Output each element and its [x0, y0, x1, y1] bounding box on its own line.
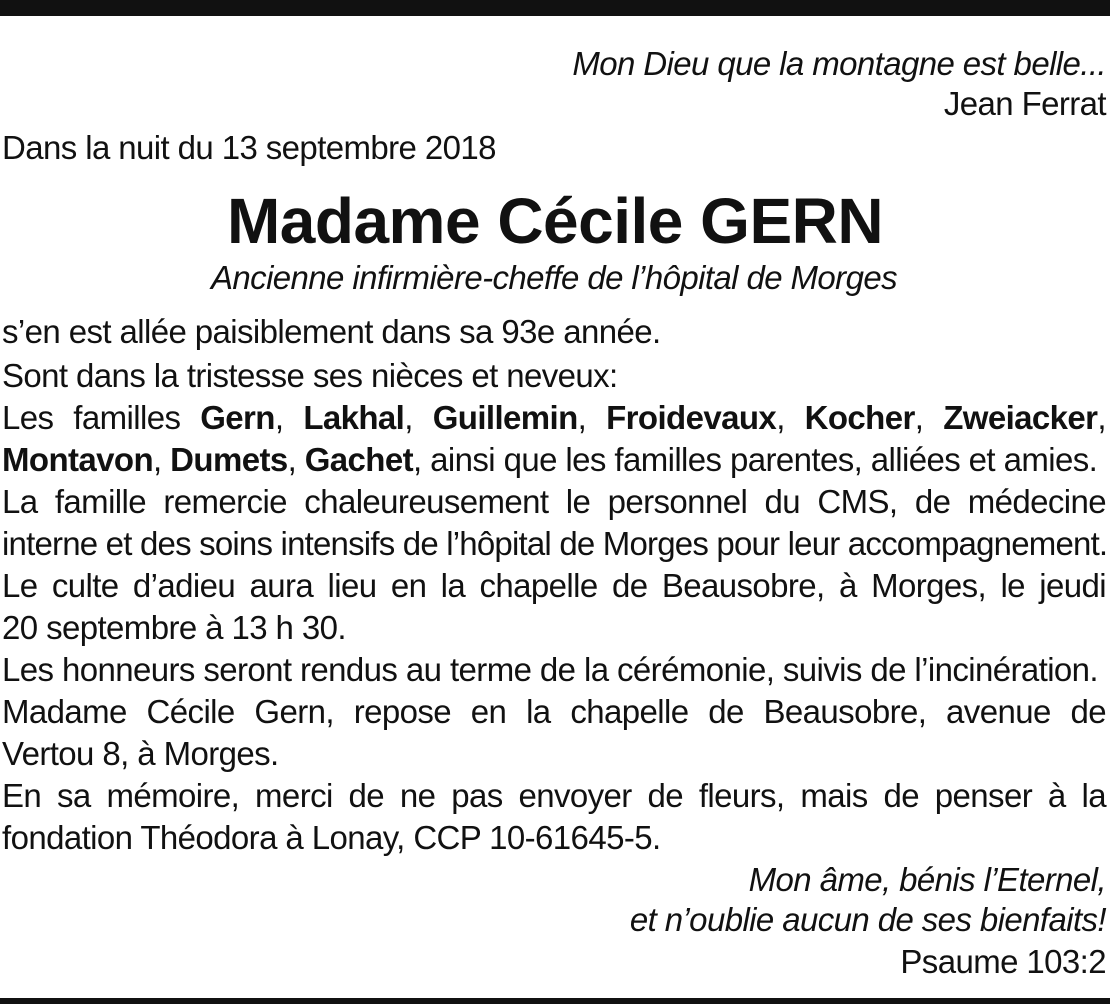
epigraph-quote: Mon Dieu que la montagne est belle... — [572, 45, 1106, 82]
epigraph-author: Jean Ferrat — [943, 85, 1106, 122]
families-end: , ainsi que les familles parentes, alliées et amies. — [413, 441, 1098, 478]
family-name: Montavon — [2, 441, 154, 478]
family-separator: , — [1097, 399, 1106, 436]
ceremony-line-2: 20 septembre à 13 h 30. — [2, 609, 346, 646]
body-line-1: s’en est allée paisiblement dans sa 93e année. — [2, 313, 661, 350]
family-separator: , — [153, 441, 171, 478]
thanks-line-1: La famille remercie chaleureusement le personnel du CMS, de médecine — [2, 483, 1106, 520]
rest-line-2: Vertou 8, à Morges. — [2, 735, 279, 772]
flowers-line-1: En sa mémoire, merci de ne pas envoyer de fleurs, mais de penser à la — [2, 777, 1106, 814]
subtitle: Ancienne infirmière-cheffe de l’hôpital de Morges — [211, 259, 897, 296]
family-name: Zweiacker — [943, 399, 1098, 436]
thanks-line-2: interne et des soins intensifs de l’hôpital de Morges pour leur accompagnement. — [2, 525, 1108, 562]
flowers-line-2: fondation Théodora à Lonay, CCP 10-61645-5. — [2, 819, 661, 856]
body-line-2: Sont dans la tristesse ses nièces et neveux: — [2, 357, 618, 394]
families-line-2 — [2, 440, 1106, 480]
families-line-1 — [2, 398, 1106, 438]
closing-verse-1: Mon âme, bénis l’Eternel, — [748, 861, 1106, 898]
family-name: Gachet — [304, 441, 414, 478]
family-separator: , — [274, 399, 304, 436]
family-name: Guillemin — [432, 399, 578, 436]
family-name: Dumets — [170, 441, 288, 478]
families-intro: Les familles — [2, 399, 201, 436]
honours-line: Les honneurs seront rendus au terme de la cérémonie, suivis de l’incinération. — [2, 651, 1099, 688]
closing-reference: Psaume 103:2 — [900, 943, 1106, 980]
bottom-rule — [0, 998, 1110, 1004]
family-name: Gern — [200, 399, 275, 436]
family-separator: , — [287, 441, 305, 478]
family-name: Lakhal — [303, 399, 405, 436]
top-rule — [0, 0, 1110, 16]
rest-line-1: Madame Cécile Gern, repose en la chapelle de Beausobre, avenue de — [2, 693, 1106, 730]
deceased-name: Madame Cécile GERN — [226, 185, 884, 257]
family-name: Froidevaux — [606, 399, 777, 436]
closing-verse-2: et n’oublie aucun de ses bienfaits! — [629, 901, 1106, 938]
family-name: Kocher — [804, 399, 915, 436]
family-separator: , — [914, 399, 944, 436]
family-separator: , — [404, 399, 433, 436]
ceremony-line-1: Le culte d’adieu aura lieu en la chapelle de Beausobre, à Morges, le jeudi — [2, 567, 1106, 604]
family-separator: , — [577, 399, 607, 436]
date-line: Dans la nuit du 13 septembre 2018 — [2, 129, 496, 166]
family-separator: , — [776, 399, 805, 436]
